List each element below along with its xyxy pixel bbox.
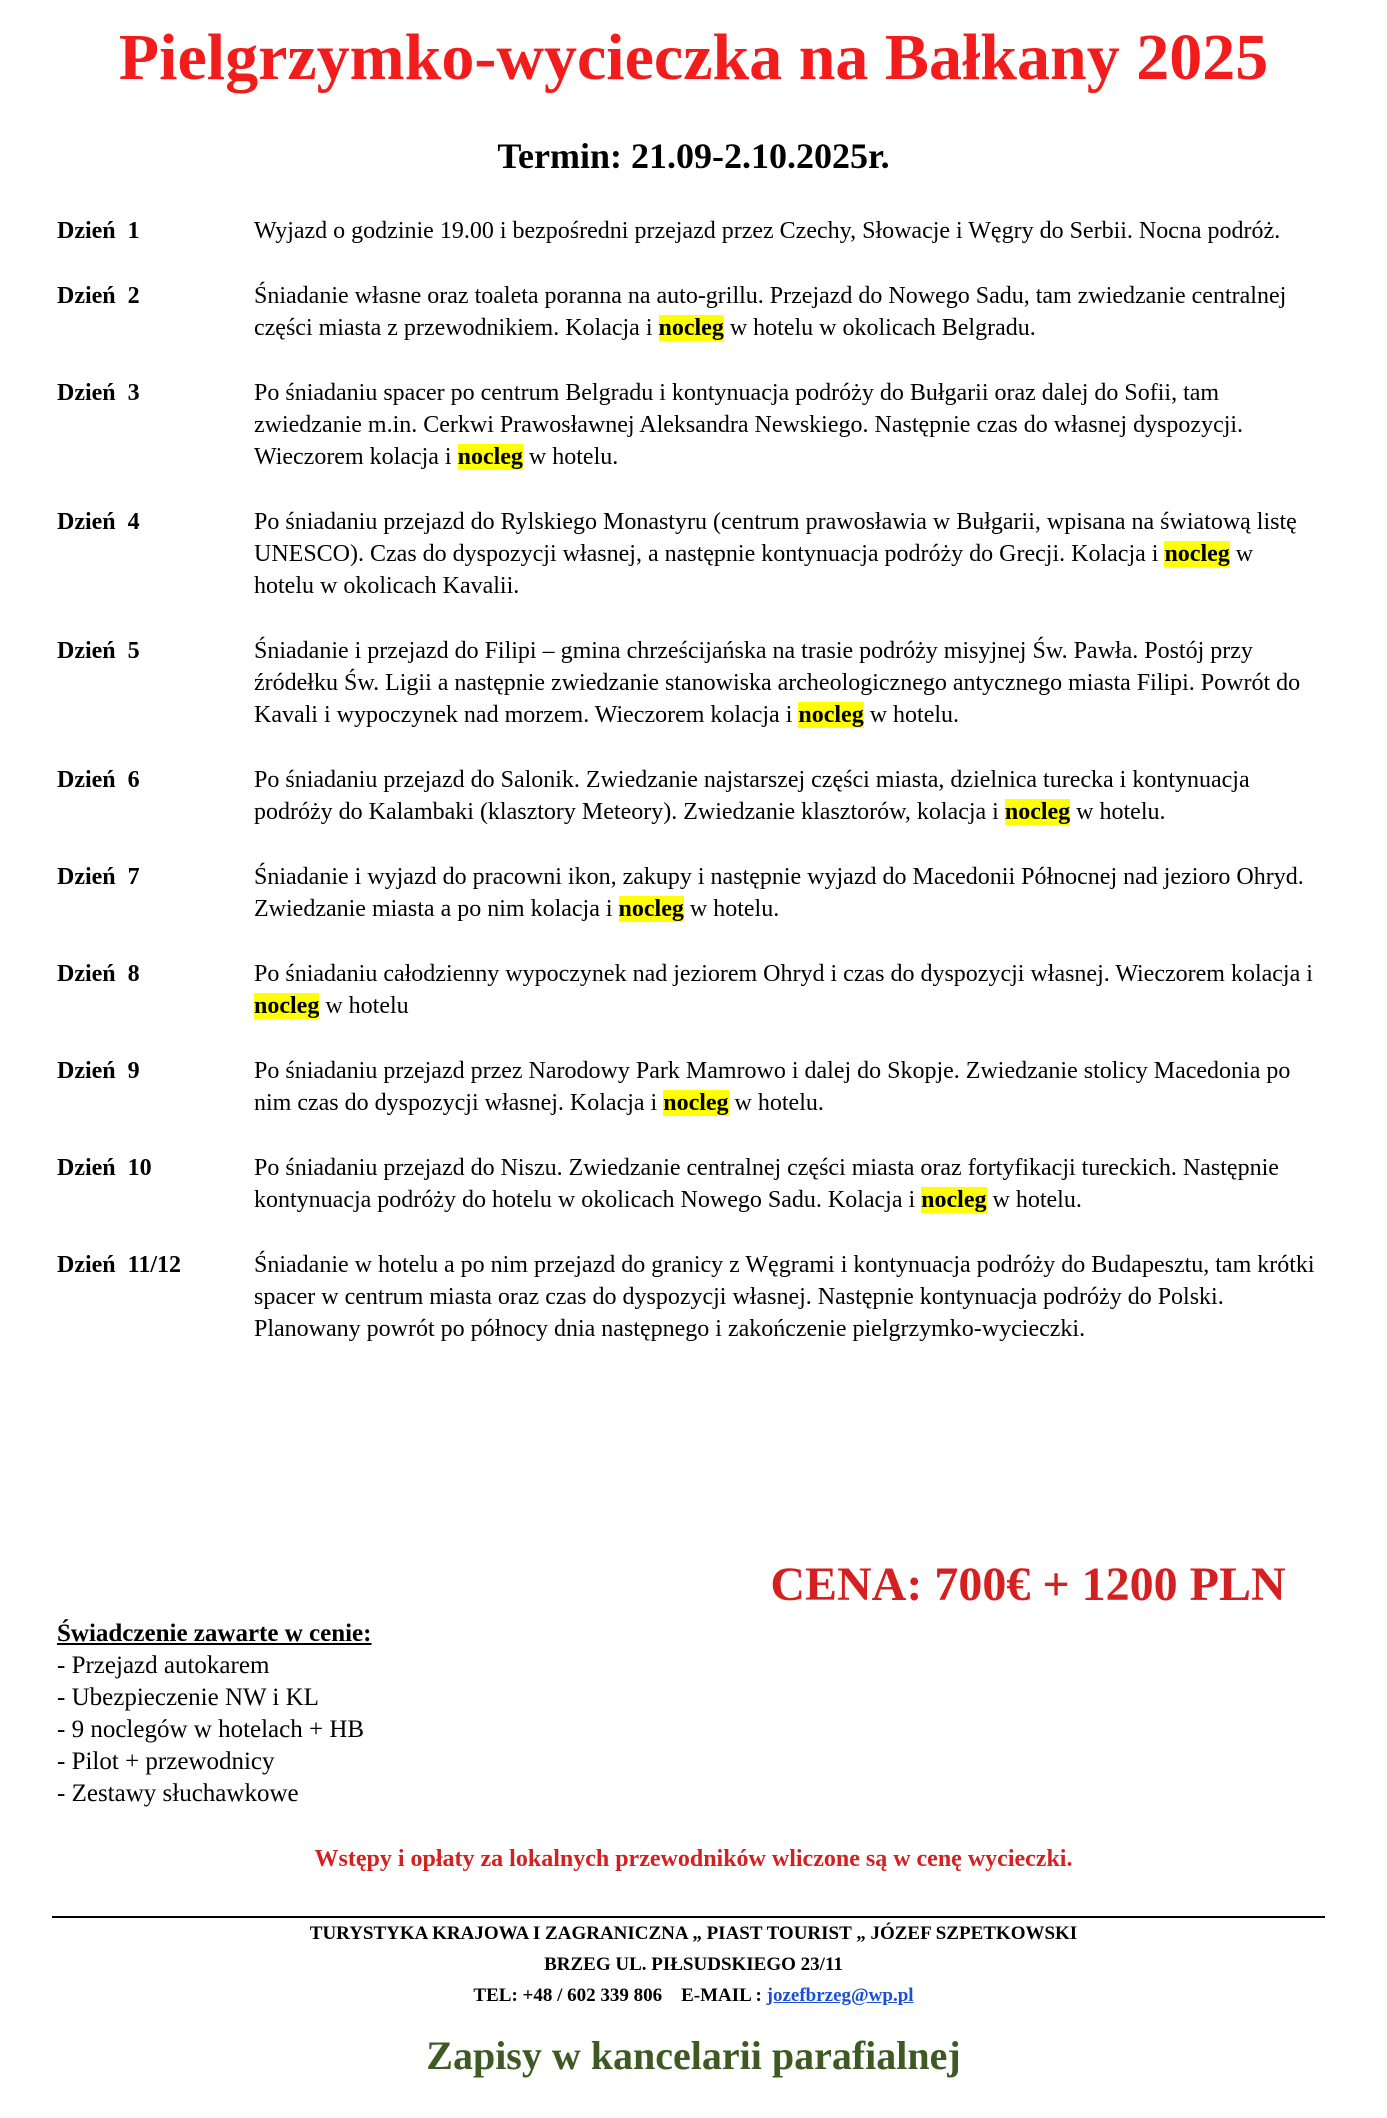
itinerary-day [57, 861, 1317, 925]
price: CENA: 700€ + 1200 PLN [770, 1558, 1286, 1611]
day-description: Po śniadaniu przejazd do Rylskiego Monastyru (centrum prawosławia w Bułgarii, wpisana na światową listę UNESCO). Czas do dyspozycji własnej, a następnie kontynuacja podróży do Grecji. Kolacja i nocleg w hotelu w okolicach Kavalii. [254, 509, 1297, 599]
highlight-nocleg: nocleg [1164, 541, 1230, 567]
day-description: Śniadanie i wyjazd do pracowni ikon, zakupy i następnie wyjazd do Macedonii Północnej nad jezioro Ohryd. Zwiedzanie miasta a po nim kolacja i nocleg w hotelu. [254, 864, 1304, 922]
itinerary-day [57, 635, 1317, 731]
day-description: Po śniadaniu przejazd przez Narodowy Park Mamrowo i dalej do Skopje. Zwiedzanie stolicy Macedonia po nim czas do dyspozycji własnej. Kolacja i nocleg w hotelu. [254, 1058, 1291, 1116]
day-label: Dzień 5 [57, 638, 140, 664]
highlight-nocleg: nocleg [618, 896, 684, 922]
day-description: Wyjazd o godzinie 19.00 i bezpośredni przejazd przez Czechy, Słowacje i Węgry do Serbii. Nocna podróż. [254, 218, 1281, 244]
company-address: BRZEG UL. PIŁSUDSKIEGO 23/11 [544, 1954, 843, 1975]
highlight-nocleg: nocleg [457, 444, 523, 470]
itinerary-day [57, 1055, 1317, 1119]
included-item: - Ubezpieczenie NW i KL [57, 1684, 319, 1711]
day-label: Dzień 2 [57, 283, 140, 309]
trip-dates: Termin: 21.09-2.10.2025r. [497, 136, 890, 176]
fees-note: Wstępy i opłaty za lokalnych przewodników wliczone są w cenę wycieczki. [314, 1846, 1073, 1872]
page-title: Pielgrzymko-wycieczka na Bałkany 2025 [118, 21, 1269, 94]
day-label: Dzień 4 [57, 509, 140, 535]
day-label: Dzień 11/12 [57, 1252, 181, 1278]
included-item: - Zestawy słuchawkowe [57, 1780, 299, 1807]
day-label: Dzień 3 [57, 380, 140, 406]
day-description: Po śniadaniu przejazd do Niszu. Zwiedzanie centralnej części miasta oraz fortyfikacji tureckich. Następnie kontynuacja podróży do hotelu w okolicach Nowego Sadu. Kolacja i nocleg w hotelu. [254, 1155, 1279, 1213]
itinerary-day [57, 215, 1317, 247]
included-item: - Pilot + przewodnicy [57, 1748, 275, 1775]
included-title: Świadczenie zawarte w cenie: [57, 1620, 372, 1647]
day-label: Dzień 6 [57, 767, 140, 793]
itinerary-day [57, 280, 1317, 344]
day-description: Śniadanie i przejazd do Filipi – gmina chrześcijańska na trasie podróży misyjnej Św. Pawła. Postój przy źródełku Św. Ligii a następnie zwiedzanie stanowiska archeologicznego antycznego miasta Filipi. Powrót do Kavali i wypoczynek nad morzem. Wieczorem kolacja i nocleg w hotelu. [254, 638, 1301, 728]
itinerary-day [57, 377, 1317, 473]
itinerary-day [57, 1152, 1317, 1216]
contact-line [0, 1980, 1387, 2011]
highlight-nocleg: nocleg [921, 1187, 987, 1213]
itinerary-day [57, 1249, 1317, 1345]
highlight-nocleg: nocleg [658, 315, 724, 341]
signup-info: Zapisy w kancelarii parafialnej [426, 2033, 961, 2078]
day-description: Po śniadaniu całodzienny wypoczynek nad jeziorem Ohryd i czas do dyspozycji własnej. Wieczorem kolacja i nocleg w hotelu [254, 961, 1313, 1019]
email-label: E-MAIL : [681, 1985, 762, 2006]
day-description: Śniadanie własne oraz toaleta poranna na auto-grillu. Przejazd do Nowego Sadu, tam zwiedzanie centralnej części miasta z przewodnikiem. Kolacja i nocleg w hotelu w okolicach Belgradu. [254, 283, 1287, 341]
day-label: Dzień 1 [57, 218, 140, 244]
included-item: - Przejazd autokarem [57, 1652, 270, 1679]
highlight-nocleg: nocleg [798, 702, 864, 728]
footer [0, 1918, 1387, 2011]
included-item: - 9 noclegów w hotelach + HB [57, 1716, 365, 1743]
email-link[interactable]: jozefbrzeg@wp.pl [766, 1985, 914, 2006]
day-description: Śniadanie w hotelu a po nim przejazd do granicy z Węgrami i kontynuacja podróży do Budapesztu, tam krótki spacer w centrum miasta oraz czas do dyspozycji własnej. Następnie kontynuacja podróży do Polski. Planowany powrót po północy dnia następnego i zakończenie pielgrzymko-wycieczki. [254, 1252, 1315, 1342]
phone: TEL: +48 / 602 339 806 [473, 1985, 663, 2006]
itinerary-day [57, 764, 1317, 828]
highlight-nocleg: nocleg [663, 1090, 729, 1116]
company-name: TURYSTYKA KRAJOWA I ZAGRANICZNA „ PIAST TOURIST „ JÓZEF SZPETKOWSKI [309, 1923, 1078, 1944]
day-description: Po śniadaniu przejazd do Salonik. Zwiedzanie najstarszej części miasta, dzielnica turecka i kontynuacja podróży do Kalambaki (klasztory Meteory). Zwiedzanie klasztorów, kolacja i nocleg w hotelu. [254, 767, 1250, 825]
included-services [57, 1618, 657, 1810]
itinerary-day [57, 958, 1317, 1022]
itinerary [57, 215, 1317, 1378]
day-description: Po śniadaniu spacer po centrum Belgradu i kontynuacja podróży do Bułgarii oraz dalej do Sofii, tam zwiedzanie m.in. Cerkwi Prawosławnej Aleksandra Newskiego. Następnie czas do własnej dyspozycji. Wieczorem kolacja i nocleg w hotelu. [254, 380, 1244, 470]
itinerary-day [57, 506, 1317, 602]
day-label: Dzień 7 [57, 864, 140, 890]
highlight-nocleg: nocleg [254, 993, 320, 1019]
day-label: Dzień 9 [57, 1058, 140, 1084]
day-label: Dzień 10 [57, 1155, 152, 1181]
highlight-nocleg: nocleg [1004, 799, 1071, 825]
day-label: Dzień 8 [57, 961, 140, 987]
